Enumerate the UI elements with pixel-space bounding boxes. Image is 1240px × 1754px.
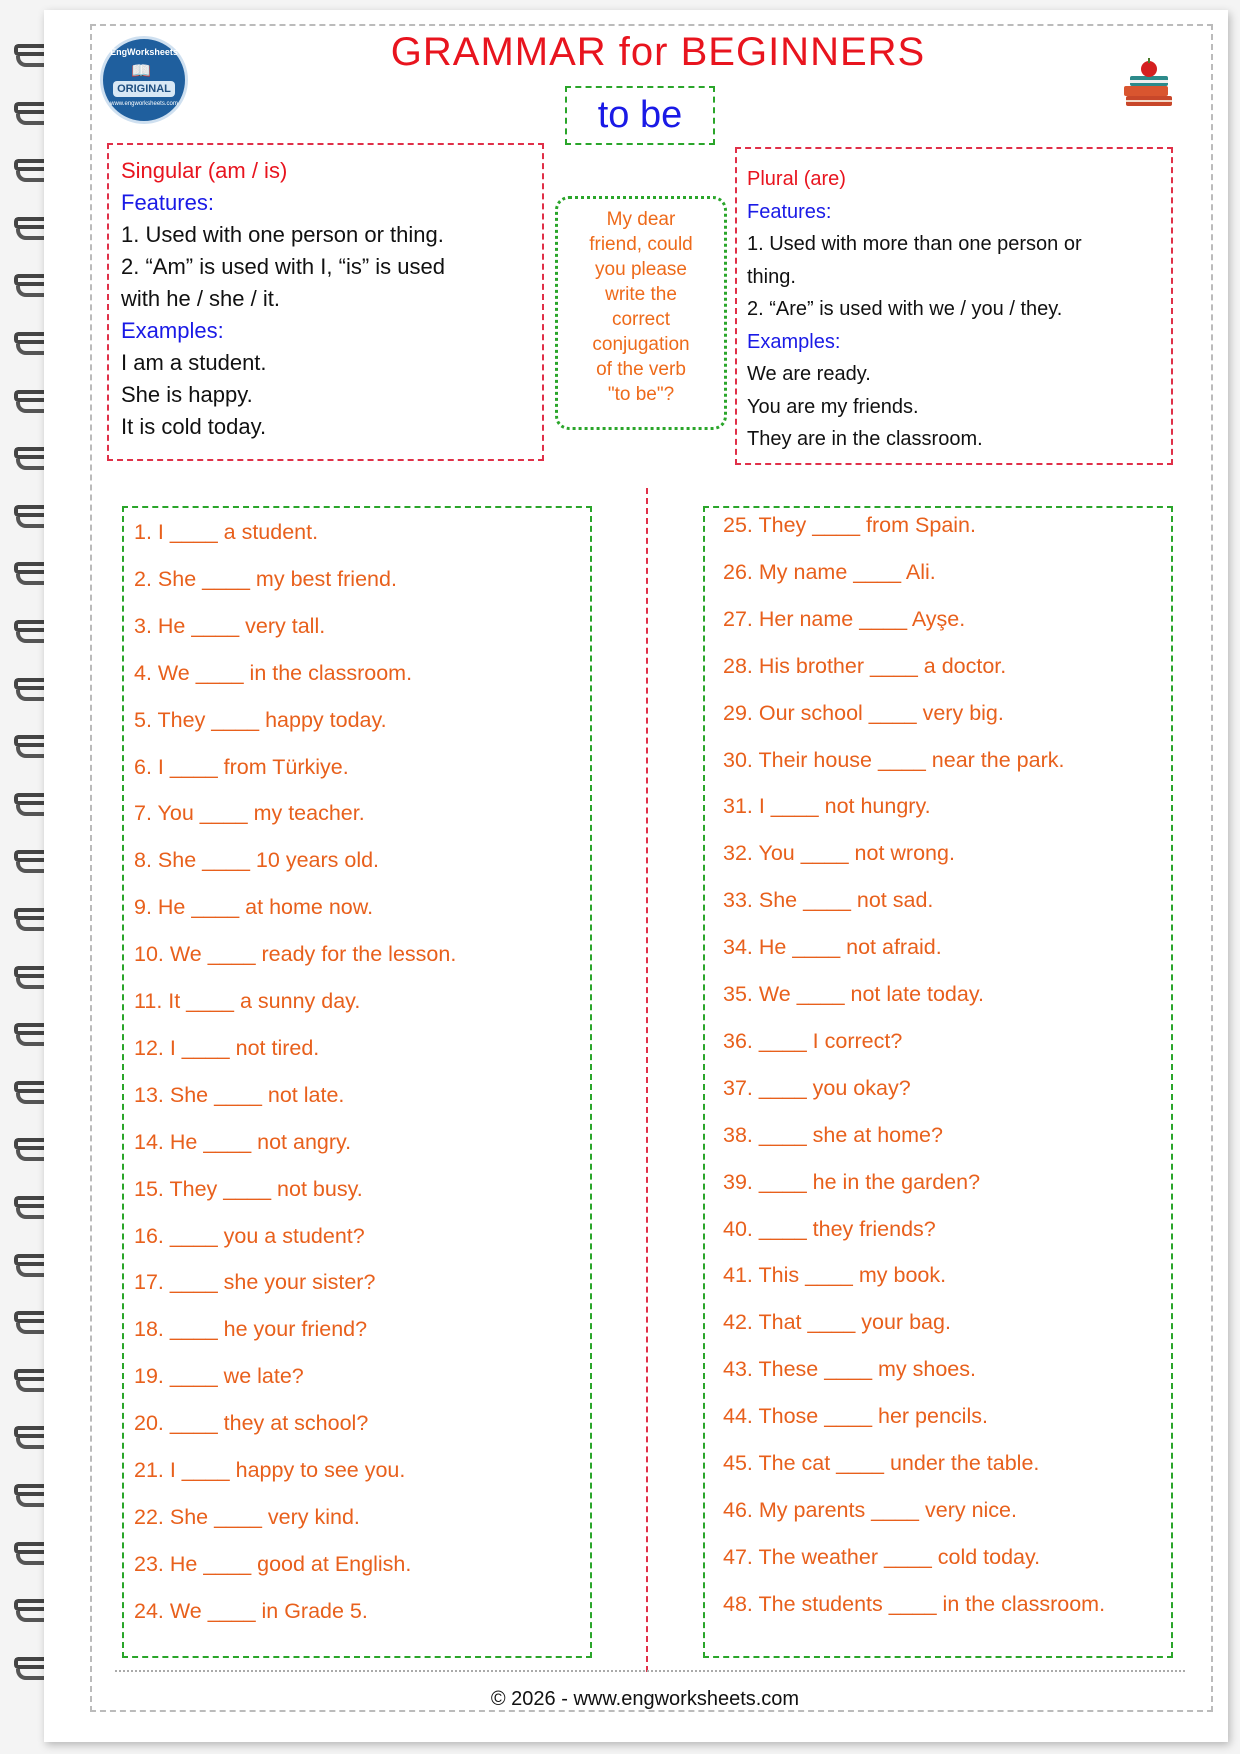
feature-line: 2. “Am” is used with I, “is” is used	[121, 254, 445, 279]
exercise-item: 27. Her name ____ Ayşe.	[723, 606, 966, 631]
exercise-item: 36. ____ I correct?	[723, 1028, 903, 1053]
example-line: You are my friends.	[747, 395, 919, 418]
exercise-item: 29. Our school ____ very big.	[723, 700, 1004, 725]
exercise-item: 40. ____ they friends?	[723, 1216, 936, 1241]
exercise-item: 44. Those ____ her pencils.	[723, 1404, 988, 1429]
bubble-line: write the	[605, 284, 677, 305]
exercise-item: 10. We ____ ready for the lesson.	[134, 942, 457, 967]
exercise-item: 6. I ____ from Türkiye.	[134, 754, 349, 779]
examples-label: Examples:	[747, 330, 841, 353]
exercise-item: 8. She ____ 10 years old.	[134, 848, 380, 873]
exercise-item: 30. Their house ____ near the park.	[723, 747, 1065, 772]
exercise-item: 7. You ____ my teacher.	[134, 801, 365, 826]
exercise-item: 22. She ____ very kind.	[134, 1504, 360, 1529]
exercise-item: 23. He ____ good at English.	[134, 1551, 412, 1576]
exercise-item: 12. I ____ not tired.	[134, 1035, 320, 1060]
exercise-item: 35. We ____ not late today.	[723, 982, 984, 1006]
plural-heading: Plural (are)	[747, 168, 846, 190]
exercise-item: 16. ____ you a student?	[134, 1223, 365, 1248]
singular-info-box	[107, 143, 544, 461]
exercise-item: 11. It ____ a sunny day.	[134, 989, 361, 1013]
exercise-item: 18. ____ he your friend?	[134, 1317, 368, 1342]
exercise-box-left	[122, 506, 592, 1658]
exercise-item: 37. ____ you okay?	[723, 1075, 911, 1100]
singular-heading: Singular (am / is)	[121, 158, 288, 183]
plural-info-box	[735, 147, 1173, 465]
bubble-line: you please	[595, 259, 687, 280]
page-title: GRAMMAR for BEGINNERS	[390, 30, 926, 74]
topic-box: to be	[565, 86, 715, 145]
exercise-item: 26. My name ____ Ali.	[723, 559, 936, 584]
exercise-item: 25. They ____ from Spain.	[723, 513, 976, 537]
column-divider	[646, 488, 648, 1672]
exercise-item: 31. I ____ not hungry.	[723, 794, 931, 819]
bubble-line: correct	[611, 309, 671, 330]
exercise-item: 28. His brother ____ a doctor.	[723, 653, 1007, 678]
example-line: She is happy.	[121, 382, 253, 407]
feature-line: 1. Used with more than one person or	[747, 233, 1082, 255]
exercise-item: 33. She ____ not sad.	[723, 888, 934, 913]
bubble-line: "to be"?	[607, 384, 675, 405]
exercise-item: 14. He ____ not angry.	[134, 1129, 352, 1154]
books-apple-icon	[1120, 58, 1178, 112]
feature-line: 1. Used with one person or thing.	[121, 222, 444, 247]
example-line: We are ready.	[747, 363, 871, 385]
bubble-line: of the verb	[596, 359, 686, 380]
exercise-item: 4. We ____ in the classroom.	[134, 660, 413, 685]
example-line: It is cold today.	[121, 414, 267, 439]
feature-line: thing.	[747, 265, 796, 288]
exercise-item: 3. He ____ very tall.	[134, 613, 326, 638]
exercise-item: 39. ____ he in the garden?	[723, 1169, 981, 1194]
exercise-item: 24. We ____ in Grade 5.	[134, 1598, 368, 1623]
examples-label: Examples:	[121, 318, 224, 343]
exercise-item: 42. That ____ your bag.	[723, 1310, 951, 1335]
exercise-item: 9. He ____ at home now.	[134, 895, 374, 920]
instruction-bubble	[555, 196, 727, 430]
features-label: Features:	[121, 190, 214, 215]
exercise-item: 32. You ____ not wrong.	[723, 841, 955, 866]
exercise-item: 21. I ____ happy to see you.	[134, 1458, 406, 1482]
exercise-item: 19. ____ we late?	[134, 1364, 304, 1389]
exercise-item: 5. They ____ happy today.	[134, 707, 387, 732]
feature-line: with he / she / it.	[121, 286, 280, 311]
exercise-item: 45. The cat ____ under the table.	[723, 1451, 1040, 1475]
exercise-item: 41. This ____ my book.	[723, 1263, 947, 1288]
engworksheets-logo: EngWorksheets 📖 ORIGINAL www.engworksheets.com	[100, 36, 188, 124]
exercise-box-right	[703, 506, 1173, 1658]
exercise-item: 20. ____ they at school?	[134, 1411, 369, 1436]
bubble-line: conjugation	[592, 334, 690, 355]
bubble-line: friend, could	[589, 234, 693, 255]
exercise-item: 17. ____ she your sister?	[134, 1270, 376, 1295]
exercise-item: 34. He ____ not afraid.	[723, 935, 942, 960]
footer-divider	[115, 1670, 1185, 1672]
exercise-item: 15. They ____ not busy.	[134, 1176, 363, 1201]
feature-line: 2. “Are” is used with we / you / they.	[747, 298, 1063, 320]
book-icon: 📖	[131, 63, 151, 80]
exercise-item: 46. My parents ____ very nice.	[723, 1497, 1017, 1522]
example-line: They are in the classroom.	[747, 428, 983, 450]
features-label: Features:	[747, 200, 832, 223]
exercise-item: 2. She ____ my best friend.	[134, 566, 397, 591]
example-line: I am a student.	[121, 350, 267, 375]
copyright-footer: © 2026 - www.engworksheets.com	[490, 1688, 800, 1710]
bubble-line: My dear	[606, 209, 676, 230]
exercise-item: 48. The students ____ in the classroom.	[723, 1591, 1106, 1616]
exercise-item: 1. I ____ a student.	[134, 520, 319, 544]
exercise-item: 13. She ____ not late.	[134, 1082, 345, 1107]
exercise-item: 38. ____ she at home?	[723, 1122, 943, 1147]
exercise-item: 43. These ____ my shoes.	[723, 1357, 976, 1382]
exercise-item: 47. The weather ____ cold today.	[723, 1544, 1041, 1569]
